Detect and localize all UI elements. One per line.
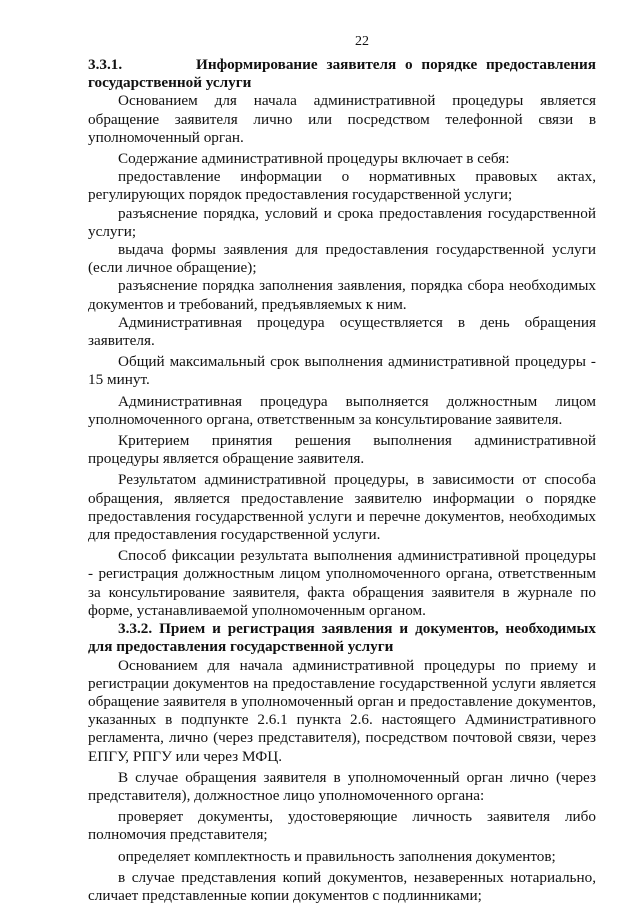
paragraph: Административная процедура осуществляется в день обращения заявителя. (88, 313, 596, 350)
document-body (88, 56, 596, 905)
section-heading-3-3-1 (88, 56, 596, 92)
paragraph: В случае обращения заявителя в уполномоченный орган лично (через представителя), должностное лицо уполномоченного органа: (88, 768, 596, 804)
list-item: предоставление информации о нормативных правовых актах, регулирующих порядок предоставления государственной услуги; (88, 168, 596, 204)
paragraph: Основанием для начала административной процедуры является обращение заявителя лично или посредством телефонной связи в уполномоченный орган. (88, 92, 596, 146)
list-item: проверяет документы, удостоверяющие личность заявителя либо полномочия представителя; (88, 808, 596, 844)
paragraph: Результатом административной процедуры, в зависимости от способа обращения, является предоставление заявителю информации о порядке предоставления государственной услуги и перечне документов, необходимых для предоставления государственной услуги. (88, 471, 596, 544)
list-item: определяет комплектность и правильность заполнения документов; (118, 847, 556, 865)
paragraph: Критерием принятия решения выполнения административной процедуры является обращение заявителя. (88, 432, 596, 468)
section-title: Информирование заявителя о порядке предоставления государственной услуги (88, 56, 596, 92)
paragraph: Основанием для начала административной процедуры по приему и регистрации документов на предоставление государственной услуги является обращение заявителя в уполномоченный орган и предоставление документов, указанных в подпункте 2.6.1 пункта 2.6. настоящего Административного регламента, лично (через представителя), посредством почтовой связи, через ЕПГУ, РПГУ или через МФЦ. (88, 656, 596, 765)
list-item: разъяснение порядка заполнения заявления, порядка сбора необходимых документов и требований, предъявляемых к ним. (88, 277, 596, 313)
section-heading-3-3-2: 3.3.2. Прием и регистрация заявления и документов, необходимых для предоставления государственной услуги (88, 620, 596, 656)
list-item: в случае представления копий документов, незаверенных нотариально, сличает представленные копии документов с подлинниками; (88, 868, 596, 904)
paragraph: Общий максимальный срок выполнения административной процедуры - 15 минут. (88, 353, 596, 389)
paragraph: Административная процедура выполняется должностным лицом уполномоченного органа, ответственным за консультирование заявителя. (88, 392, 596, 428)
page-number: 22 (355, 34, 369, 49)
paragraph: Содержание административной процедуры включает в себя: (118, 150, 510, 168)
paragraph: Способ фиксации результата выполнения административной процедуры - регистрация должностным лицом уполномоченного органа, ответственным за консультирование заявителя, факта обращения заявителя в журнале по форме, устанавливаемой уполномоченным органом. (88, 547, 596, 619)
list-item: разъяснение порядка, условий и срока предоставления государственной услуги; (88, 204, 596, 240)
section-number: 3.3.1. (88, 56, 123, 73)
list-item: выдача формы заявления для предоставления государственной услуги (если личное обращение); (88, 241, 596, 277)
